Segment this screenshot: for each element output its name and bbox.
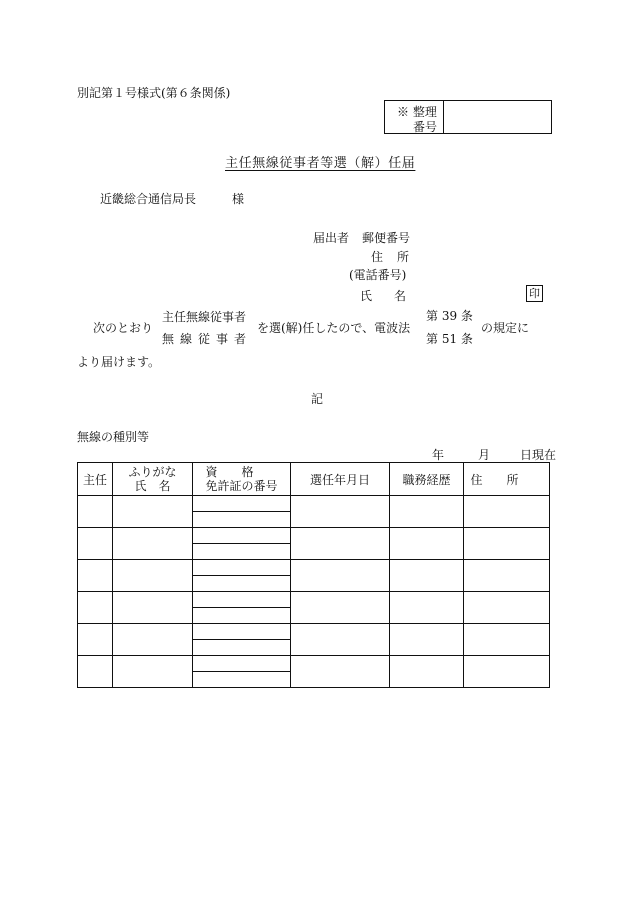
reference-number-label xyxy=(385,101,444,133)
name-label: 氏名 xyxy=(360,289,429,303)
header-qualification xyxy=(193,463,291,496)
cell-furigana-name[interactable] xyxy=(113,560,193,592)
table-header-row xyxy=(78,463,550,496)
cell-license-number[interactable] xyxy=(193,608,291,624)
cell-address[interactable] xyxy=(464,656,550,688)
cell-career[interactable] xyxy=(390,560,464,592)
option-chief-operator: 主任無線従事者 xyxy=(162,310,247,324)
cell-qualification[interactable] xyxy=(193,624,291,640)
cell-qualification[interactable] xyxy=(193,592,291,608)
header-chief: 主任 xyxy=(78,463,113,496)
cell-chief[interactable] xyxy=(78,592,113,624)
document-title: 主任無線従事者等選（解）任届 xyxy=(225,156,416,171)
address-label: 住所 xyxy=(371,250,424,264)
phone-label: (電話番号) xyxy=(349,268,407,282)
cell-address[interactable] xyxy=(464,592,550,624)
table-row xyxy=(78,528,550,544)
cell-chief[interactable] xyxy=(78,496,113,528)
cell-career[interactable] xyxy=(390,528,464,560)
cell-appointment-date[interactable] xyxy=(291,656,390,688)
cell-address[interactable] xyxy=(464,560,550,592)
body-text-part4: より届けます。 xyxy=(77,355,161,369)
operator-table xyxy=(77,462,550,688)
date-year: 年 xyxy=(432,448,445,462)
body-text-part1: 次のとおり xyxy=(93,321,154,335)
cell-license-number[interactable] xyxy=(193,672,291,688)
seal-mark: 印 xyxy=(526,285,543,302)
cell-license-number[interactable] xyxy=(193,576,291,592)
table-row xyxy=(78,656,550,672)
cell-qualification[interactable] xyxy=(193,528,291,544)
header-career: 職務経歴 xyxy=(390,463,464,496)
cell-license-number[interactable] xyxy=(193,544,291,560)
header-name: 氏 名 xyxy=(134,479,171,493)
reference-label-line1: ※ 整理 xyxy=(397,105,437,119)
cell-chief[interactable] xyxy=(78,656,113,688)
ki-heading: 記 xyxy=(311,392,324,406)
cell-furigana-name[interactable] xyxy=(113,496,193,528)
table-row xyxy=(78,560,550,576)
table-row xyxy=(78,592,550,608)
header-furigana: ふりがな xyxy=(128,465,177,479)
reference-label-line2: 番号 xyxy=(413,120,438,134)
cell-address[interactable] xyxy=(464,624,550,656)
cell-qualification[interactable] xyxy=(193,560,291,576)
submitter-label: 届出者 xyxy=(313,231,350,245)
date-month: 月 xyxy=(478,448,491,462)
cell-address[interactable] xyxy=(464,496,550,528)
body-text-part2: を選(解)任したので、電波法 xyxy=(257,321,411,335)
cell-chief[interactable] xyxy=(78,624,113,656)
cell-chief[interactable] xyxy=(78,528,113,560)
honorific: 様 xyxy=(232,192,245,206)
cell-appointment-date[interactable] xyxy=(291,528,390,560)
cell-appointment-date[interactable] xyxy=(291,592,390,624)
table-row xyxy=(78,624,550,640)
date-line xyxy=(432,446,556,463)
header-qualification-label: 資格 xyxy=(205,465,278,479)
cell-chief[interactable] xyxy=(78,560,113,592)
section-title: 無線の種別等 xyxy=(77,430,150,444)
form-number: 別記第１号様式(第６条関係) xyxy=(77,86,231,100)
reference-number-box xyxy=(384,100,552,134)
cell-furigana-name[interactable] xyxy=(113,592,193,624)
postal-code-label: 郵便番号 xyxy=(362,231,411,245)
header-license-number: 免許証の番号 xyxy=(205,479,278,493)
cell-appointment-date[interactable] xyxy=(291,496,390,528)
article-51: 第 51 条 xyxy=(426,332,473,346)
cell-career[interactable] xyxy=(390,496,464,528)
option-operator: 無線従事者 xyxy=(162,332,253,346)
table-row xyxy=(78,496,550,512)
header-furigana-name xyxy=(113,463,193,496)
header-appointment-date: 選任年月日 xyxy=(291,463,390,496)
cell-license-number[interactable] xyxy=(193,640,291,656)
article-39: 第 39 条 xyxy=(426,309,473,323)
cell-career[interactable] xyxy=(390,624,464,656)
cell-appointment-date[interactable] xyxy=(291,560,390,592)
cell-license-number[interactable] xyxy=(193,512,291,528)
cell-appointment-date[interactable] xyxy=(291,624,390,656)
cell-qualification[interactable] xyxy=(193,656,291,672)
addressee: 近畿総合通信局長 xyxy=(100,192,197,206)
cell-furigana-name[interactable] xyxy=(113,624,193,656)
cell-qualification[interactable] xyxy=(193,496,291,512)
table-body xyxy=(78,496,550,688)
cell-furigana-name[interactable] xyxy=(113,528,193,560)
cell-career[interactable] xyxy=(390,656,464,688)
cell-career[interactable] xyxy=(390,592,464,624)
date-day-current: 日現在 xyxy=(520,448,557,462)
cell-address[interactable] xyxy=(464,528,550,560)
body-text-part3: の規定に xyxy=(481,321,530,335)
cell-furigana-name[interactable] xyxy=(113,656,193,688)
header-address: 住所 xyxy=(464,463,550,496)
